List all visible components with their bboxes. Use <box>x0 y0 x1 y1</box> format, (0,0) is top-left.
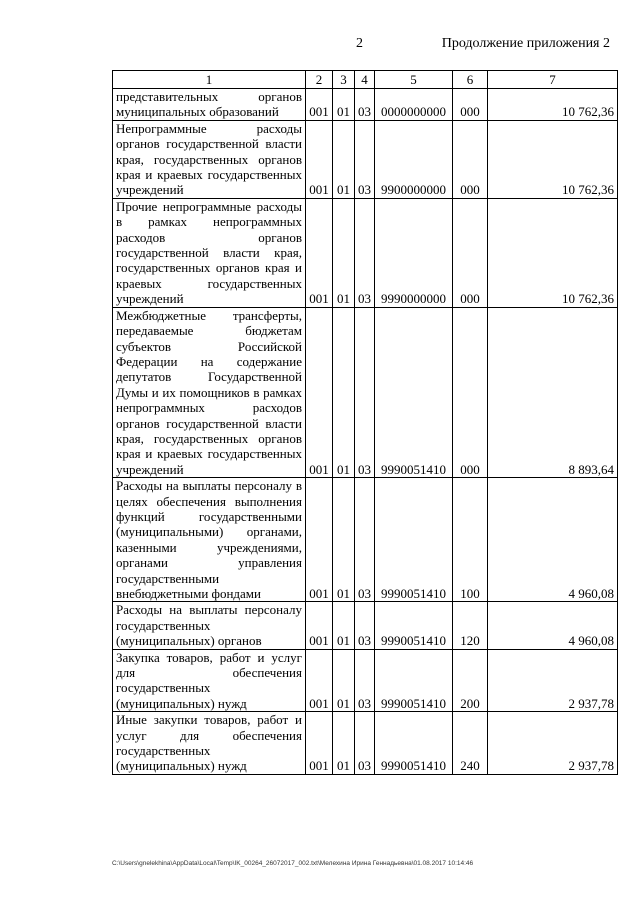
target-article-cell: 9990051410 <box>375 649 453 712</box>
target-article-cell: 0000000000 <box>375 89 453 121</box>
table-row <box>113 602 618 649</box>
code-cell: 001 <box>306 602 333 649</box>
target-article-cell: 9900000000 <box>375 120 453 198</box>
section-cell: 01 <box>333 478 355 602</box>
expense-type-cell: 000 <box>453 198 488 307</box>
code-cell: 001 <box>306 649 333 712</box>
column-header: 4 <box>355 71 375 89</box>
expense-type-cell: 000 <box>453 307 488 477</box>
expense-type-cell: 240 <box>453 712 488 775</box>
amount-cell: 4 960,08 <box>488 602 618 649</box>
section-cell: 01 <box>333 649 355 712</box>
continuation-label: Продолжение приложения 2 <box>441 36 610 51</box>
table-row <box>113 649 618 712</box>
header-row <box>113 71 618 89</box>
subsection-cell: 03 <box>355 89 375 121</box>
subsection-cell: 03 <box>355 712 375 775</box>
subsection-cell: 03 <box>355 198 375 307</box>
expense-type-cell: 000 <box>453 120 488 198</box>
amount-cell: 10 762,36 <box>488 120 618 198</box>
name-cell: Непрограммные расходы органов государственной власти края, государственных органов края и краевых государственных учреждений <box>113 120 306 198</box>
amount-cell: 10 762,36 <box>488 198 618 307</box>
expense-type-cell: 000 <box>453 89 488 121</box>
expense-type-cell: 100 <box>453 478 488 602</box>
amount-cell: 2 937,78 <box>488 712 618 775</box>
expense-type-cell: 200 <box>453 649 488 712</box>
target-article-cell: 9990051410 <box>375 307 453 477</box>
table-row <box>113 89 618 121</box>
subsection-cell: 03 <box>355 307 375 477</box>
name-cell: представительных органов муниципальных образований <box>113 89 306 121</box>
page-number: 2 <box>356 36 363 51</box>
section-cell: 01 <box>333 602 355 649</box>
amount-cell: 8 893,64 <box>488 307 618 477</box>
column-header: 1 <box>113 71 306 89</box>
name-cell: Закупка товаров, работ и услуг для обеспечения государственных (муниципальных) нужд <box>113 649 306 712</box>
code-cell: 001 <box>306 89 333 121</box>
target-article-cell: 9990051410 <box>375 602 453 649</box>
subsection-cell: 03 <box>355 649 375 712</box>
subsection-cell: 03 <box>355 478 375 602</box>
subsection-cell: 03 <box>355 120 375 198</box>
budget-table <box>112 70 618 775</box>
file-path-footer: C:\Users\gnelekhina\AppData\Local\Temp\IK_00264_26072017_002.txt\Мелехина Ирина Геннадьевна\01.08.2017 10:14:46 <box>112 860 474 867</box>
table-row <box>113 712 618 775</box>
name-cell: Расходы на выплаты персоналу в целях обеспечения выполнения функций государственными (муниципальными) органами, казенными учреждениями, органами управления государственными внебюджетными фондами <box>113 478 306 602</box>
section-cell: 01 <box>333 198 355 307</box>
name-cell: Прочие непрограммные расходы в рамках непрограммных расходов органов государственной власти края, государственных органов края и краевых государственных учреждений <box>113 198 306 307</box>
name-cell: Расходы на выплаты персоналу государственных (муниципальных) органов <box>113 602 306 649</box>
amount-cell: 10 762,36 <box>488 89 618 121</box>
target-article-cell: 9990000000 <box>375 198 453 307</box>
amount-cell: 2 937,78 <box>488 649 618 712</box>
table-row <box>113 307 618 477</box>
target-article-cell: 9990051410 <box>375 478 453 602</box>
amount-cell: 4 960,08 <box>488 478 618 602</box>
section-cell: 01 <box>333 89 355 121</box>
expense-type-cell: 120 <box>453 602 488 649</box>
column-header: 3 <box>333 71 355 89</box>
table-row <box>113 198 618 307</box>
code-cell: 001 <box>306 120 333 198</box>
section-cell: 01 <box>333 307 355 477</box>
code-cell: 001 <box>306 712 333 775</box>
table-row <box>113 120 618 198</box>
name-cell: Межбюджетные трансферты, передаваемые бюджетам субъектов Российской Федерации на содержание депутатов Государственной Думы и их помощников в рамках непрограммных расходов органов государственной власти края, государственных органов края и краевых государственных учреждений <box>113 307 306 477</box>
code-cell: 001 <box>306 478 333 602</box>
section-cell: 01 <box>333 712 355 775</box>
code-cell: 001 <box>306 198 333 307</box>
subsection-cell: 03 <box>355 602 375 649</box>
column-header: 6 <box>453 71 488 89</box>
table-row <box>113 478 618 602</box>
section-cell: 01 <box>333 120 355 198</box>
name-cell: Иные закупки товаров, работ и услуг для обеспечения государственных (муниципальных) нужд <box>113 712 306 775</box>
column-header: 5 <box>375 71 453 89</box>
column-header: 2 <box>306 71 333 89</box>
column-header: 7 <box>488 71 618 89</box>
target-article-cell: 9990051410 <box>375 712 453 775</box>
code-cell: 001 <box>306 307 333 477</box>
